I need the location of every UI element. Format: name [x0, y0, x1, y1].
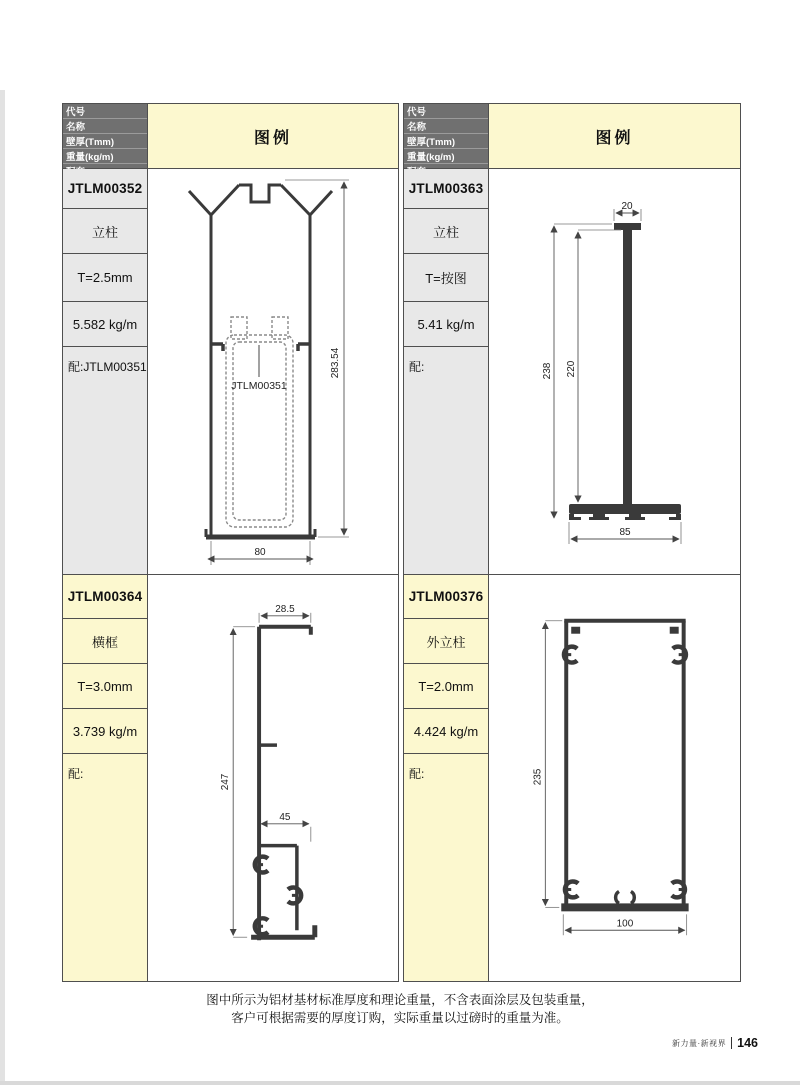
- dim-height-inner-label: 220: [566, 360, 577, 378]
- table-header-right: [404, 104, 740, 169]
- dim-top-label: 28.5: [275, 603, 295, 615]
- page-footer: [672, 1036, 758, 1050]
- quadrant-jtlm00363: [404, 169, 740, 575]
- quadrant-jtlm00364: [63, 575, 398, 981]
- page-left-edge-shadow: [0, 90, 5, 1085]
- header-label-code: 代号: [63, 104, 147, 119]
- profile-match: 配:: [63, 754, 147, 981]
- profile-tables: [62, 103, 741, 982]
- profile-code: JTLM00376: [404, 575, 488, 619]
- dim-extension-lines: [211, 180, 349, 565]
- drawing-jtlm00376: [489, 575, 740, 981]
- legend-header: 图例: [489, 104, 740, 168]
- profile-solid: [561, 627, 688, 912]
- table-left-half: [62, 103, 399, 982]
- profile-drawing-jtlm00363: [489, 169, 740, 574]
- dim-width-label: 100: [616, 918, 634, 930]
- dim-flange-label: 45: [279, 811, 291, 823]
- drawing-jtlm00363: [489, 169, 740, 574]
- header-label-thickness: 壁厚(Tmm): [63, 134, 147, 149]
- table-right-half: [403, 103, 741, 982]
- page-number: 146: [737, 1036, 758, 1050]
- outer-profile-outline: [189, 185, 332, 537]
- profile-code: JTLM00352: [63, 169, 147, 209]
- dim-base-label: 85: [619, 527, 631, 538]
- spec-labels-jtlm00376: [404, 575, 489, 981]
- profile-weight: 3.739 kg/m: [63, 709, 147, 754]
- header-label-thickness: 壁厚(Tmm): [404, 134, 488, 149]
- footer-note: [0, 991, 800, 1027]
- profile-weight: 4.424 kg/m: [404, 709, 488, 754]
- profile-drawing-jtlm00376: [489, 575, 740, 981]
- spec-labels-jtlm00364: [63, 575, 148, 981]
- profile-drawing-jtlm00352: [148, 169, 398, 574]
- legend-header: 图例: [148, 104, 398, 168]
- header-label-code: 代号: [404, 104, 488, 119]
- header-label-weight: 重量(kg/m): [63, 149, 147, 164]
- profile-thickness: T=2.5mm: [63, 254, 147, 302]
- quadrant-jtlm00352: [63, 169, 398, 575]
- dim-height-label: 235: [532, 768, 544, 786]
- profile-match: 配:: [404, 347, 488, 574]
- dim-top-label: 20: [621, 201, 633, 212]
- profile-thickness: T=2.0mm: [404, 664, 488, 709]
- quadrant-jtlm00376: [404, 575, 740, 981]
- profile-weight: 5.582 kg/m: [63, 302, 147, 347]
- header-label-weight: 重量(kg/m): [404, 149, 488, 164]
- profile-thickness: T=按图: [404, 254, 488, 302]
- spec-labels-jtlm00363: [404, 169, 489, 574]
- table-header-left: [63, 104, 398, 169]
- profile-outline: [564, 621, 686, 906]
- footer-divider: [731, 1037, 732, 1049]
- profile-name: 外立柱: [404, 619, 488, 664]
- footer-note-line1: 图中所示为铝材基材标准厚度和理论重量，不含表面涂层及包装重量，: [206, 993, 594, 1007]
- brand-slogan: 新力量·新视界: [671, 1038, 727, 1048]
- profile-weight: 5.41 kg/m: [404, 302, 488, 347]
- profile-code: JTLM00363: [404, 169, 488, 209]
- header-label-name: 名称: [63, 119, 147, 134]
- profile-name: 立柱: [404, 209, 488, 254]
- drawing-jtlm00364: [148, 575, 398, 981]
- dim-width-label: 80: [254, 547, 266, 558]
- drawing-jtlm00352: [148, 169, 398, 574]
- header-label-column: [404, 104, 489, 168]
- profile-drawing-jtlm00364: [148, 575, 398, 981]
- profile-name: 立柱: [63, 209, 147, 254]
- dim-height-outer-label: 238: [542, 362, 553, 380]
- profile-code: JTLM00364: [63, 575, 147, 619]
- profile-match: 配:JTLM00351: [63, 347, 147, 574]
- dim-height-label: 247: [220, 773, 232, 791]
- inner-profile-label: JTLM00351: [231, 380, 287, 392]
- profile-outline: [251, 627, 315, 940]
- header-label-name: 名称: [404, 119, 488, 134]
- footer-note-line2: 客户可根据需要的厚度订购，实际重量以过磅时的重量为准。: [231, 1011, 569, 1025]
- profile-match: 配:: [404, 754, 488, 981]
- page-bottom-edge-shadow: [0, 1081, 800, 1085]
- profile-thickness: T=3.0mm: [63, 664, 147, 709]
- profile-solid: [569, 223, 681, 520]
- header-label-column: [63, 104, 148, 168]
- dim-height-label: 283.54: [330, 347, 341, 379]
- spec-labels-jtlm00352: [63, 169, 148, 574]
- profile-name: 横框: [63, 619, 147, 664]
